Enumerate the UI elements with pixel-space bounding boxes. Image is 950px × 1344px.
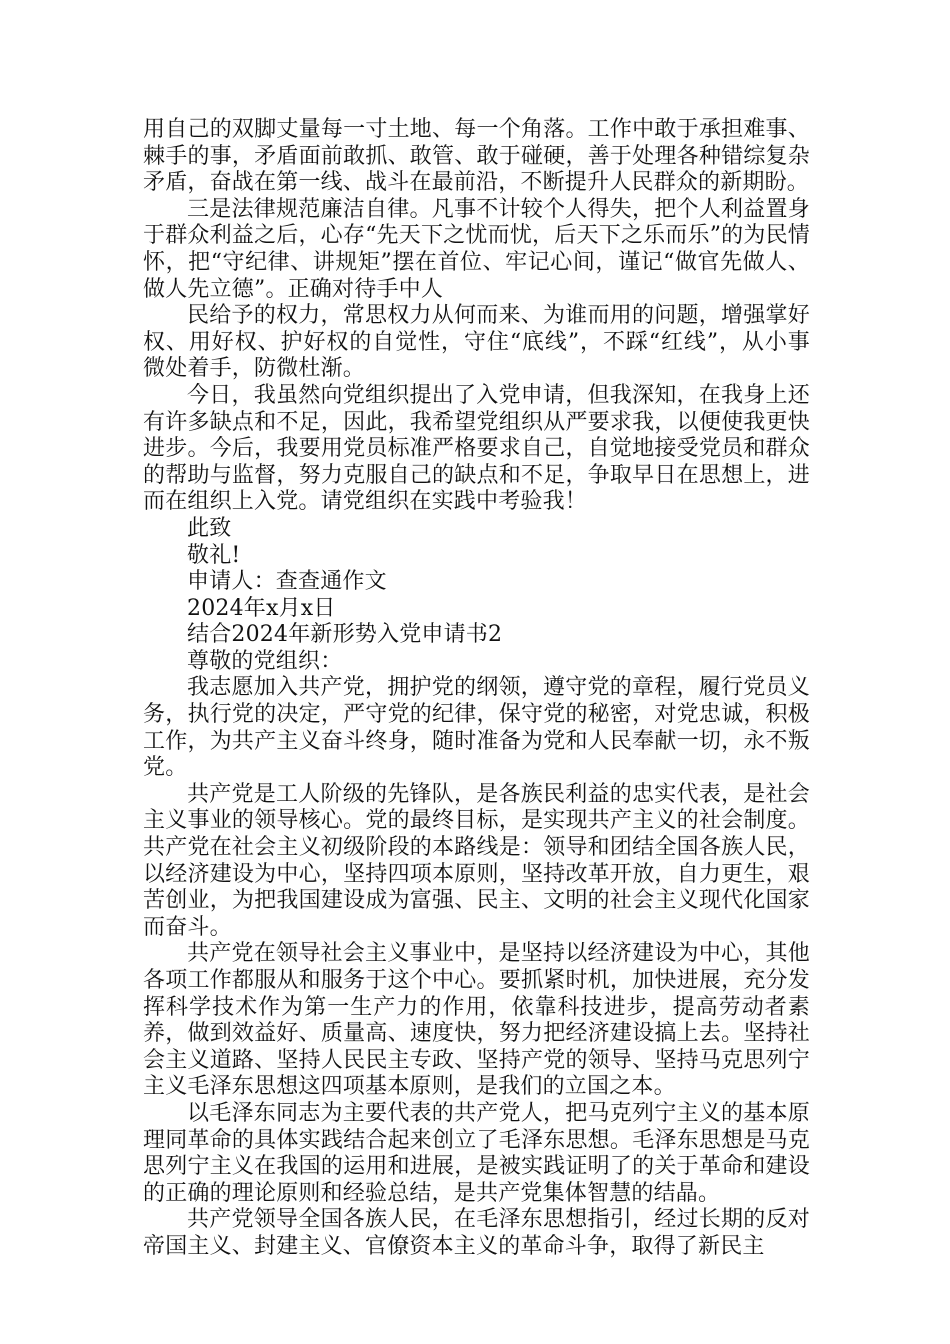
applicant-line: 申请人：查查通作文 [187,569,387,595]
paragraph: 民给予的权力，常思权力从何而来、为谁而用的问题，增强掌好权、用好权、护好权的自觉性，守住“底线”，不踩“红线”，从小事微处着手，防微杜渐。 [143,303,810,382]
section-title: 结合2024年新形势入党申请书2 [187,622,503,648]
paragraph: 以毛泽东同志为主要代表的共产党人，把马克列宁主义的基本原理同革命的具体实践结合起来创立了毛泽东思想。毛泽东思想是马克思列宁主义在我国的运用和进展，是被实践证明了的关于革命和建设的正确的理论原则和经验总结，是共产党集体智慧的结晶。 [143,1100,810,1206]
date-line: 2024年x月x日 [187,595,336,621]
paragraph: 三是法律规范廉洁自律。凡事不计较个人得失，把个人利益置身于群众利益之后，心存“先天下之忧而忧，后天下之乐而乐”的为民情怀，把“守纪律、讲规矩”摆在首位、牢记心间，谨记“做官先做人、做人先立德”。正确对待手中人 [143,196,810,302]
document-body [143,117,810,1261]
closing-line: 敬礼! [187,542,241,568]
salutation: 尊敬的党组织： [187,648,343,674]
paragraph: 共产党在领导社会主义事业中，是坚持以经济建设为中心，其他各项工作都服从和服务于这个中心。要抓紧时机，加快进展，充分发挥科学技术作为第一生产力的作用，依靠科技进步，提高劳动者素养，做到效益好、质量高、速度快，努力把经济建设搞上去。坚持社会主义道路、坚持人民民主专政、坚持产党的领导、坚持马克思列宁主义毛泽东思想这四项基本原则，是我们的立国之本。 [143,941,810,1100]
paragraph: 我志愿加入共产党，拥护党的纲领，遵守党的章程，履行党员义务，执行党的决定，严守党的纪律，保守党的秘密，对党忠诚，积极工作，为共产主义奋斗终身，随时准备为党和人民奉献一切，永不叛党。 [143,675,810,781]
paragraph: 用自己的双脚丈量每一寸土地、每一个角落。工作中敢于承担难事、棘手的事，矛盾面前敢抓、敢管、敢于碰硬，善于处理各种错综复杂矛盾，奋战在第一线、战斗在最前沿，不断提升人民群众的新期盼。 [143,117,810,196]
paragraph: 今日，我虽然向党组织提出了入党申请，但我深知，在我身上还有许多缺点和不足，因此，我希望党组织从严要求我，以便使我更快进步。今后，我要用党员标准严格要求自己，自觉地接受党员和群众的帮助与监督，努力克服自己的缺点和不足，争取早日在思想上，进而在组织上入党。请党组织在实践中考验我！ [143,382,810,515]
closing-line: 此致 [187,515,232,541]
paragraph: 共产党是工人阶级的先锋队，是各族民利益的忠实代表，是社会主义事业的领导核心。党的最终目标，是实现共产主义的社会制度。共产党在社会主义初级阶段的本路线是：领导和团结全国各族人民，以经济建设为中心，坚持四项本原则，坚持改革开放，自力更生，艰苦创业，为把我国建设成为富强、民主、文明的社会主义现代化国家而奋斗。 [143,781,810,940]
paragraph: 共产党领导全国各族人民，在毛泽东思想指引，经过长期的反对帝国主义、封建主义、官僚资本主义的革命斗争，取得了新民主 [143,1207,810,1259]
